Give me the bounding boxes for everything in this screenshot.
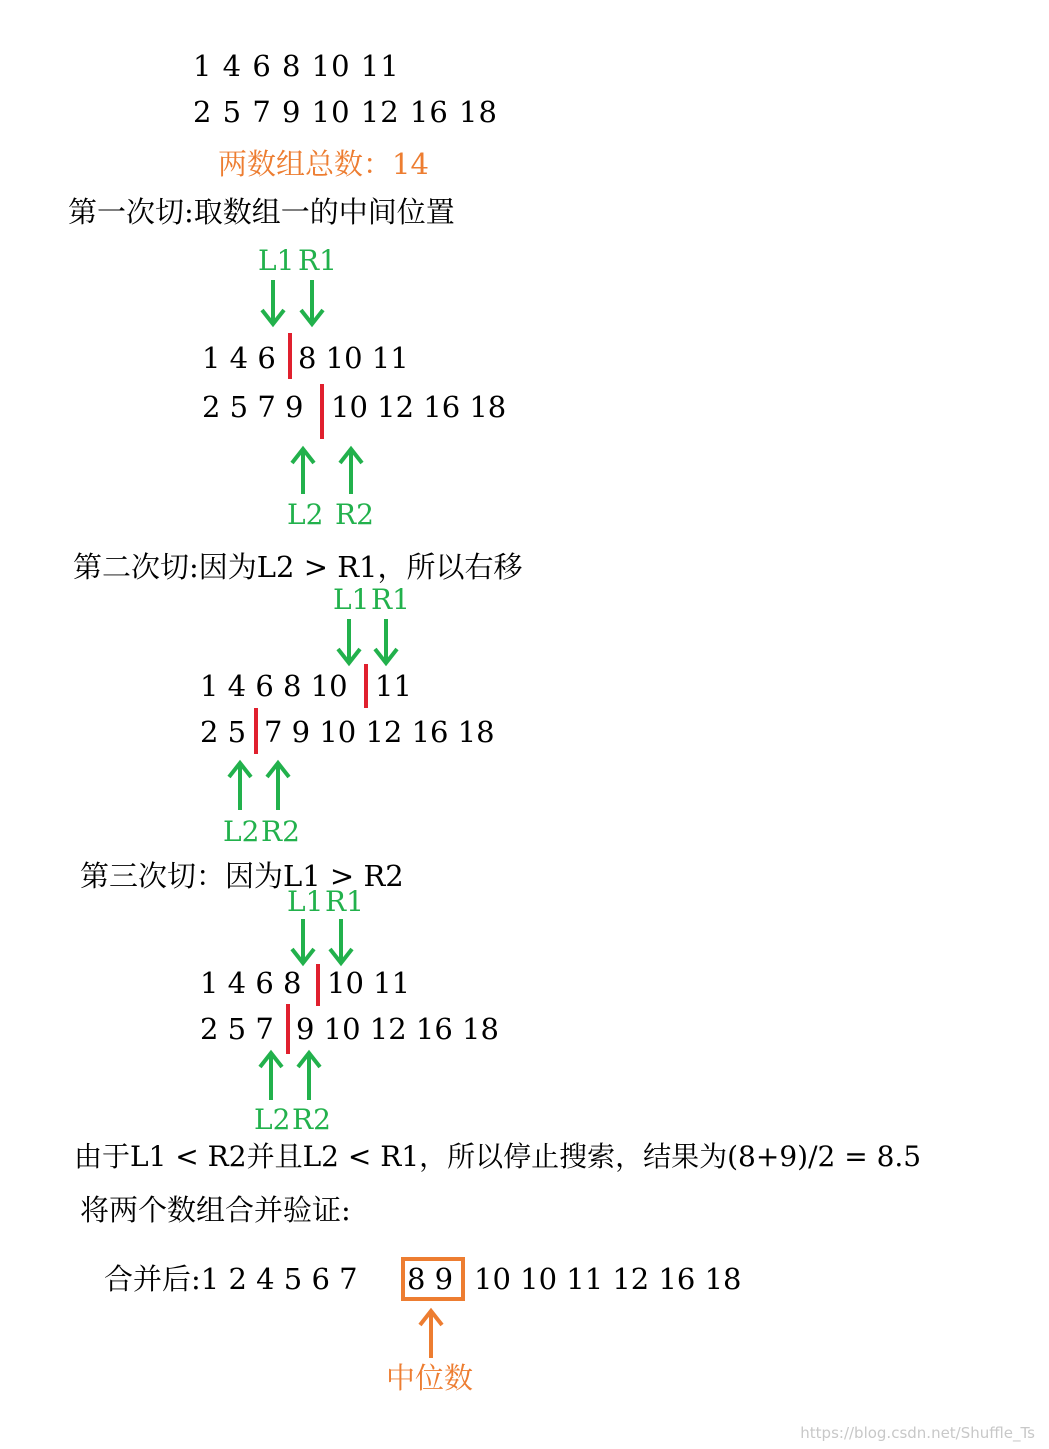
merged-suffix: 10 10 11 12 16 18 (474, 1262, 742, 1296)
step2-r1-label: R1 (371, 583, 410, 616)
up-arrow-icon (256, 1048, 286, 1102)
merged-prefix: 合并后:1 2 4 5 6 7 (104, 1262, 358, 1296)
median-label: 中位数 (386, 1361, 474, 1395)
step1-r2-label: R2 (335, 498, 374, 531)
step3-l1-label: L1 (287, 885, 324, 918)
step3-cut-row1 (316, 964, 320, 1006)
step1-cut-row2 (320, 384, 324, 439)
step2-row1-right: 11 (375, 669, 412, 703)
up-arrow-icon (263, 758, 293, 812)
step1-l1-label: L1 (258, 244, 295, 277)
step3-row2-right: 9 10 12 16 18 (296, 1012, 499, 1046)
step3-r1-label: R1 (325, 885, 364, 918)
step2-cut-row2 (254, 708, 258, 754)
array-two: 2 5 7 9 10 12 16 18 (193, 95, 498, 129)
up-arrow-icon (294, 1048, 324, 1102)
step2-l2-label: L2 (223, 815, 260, 848)
up-arrow-icon (336, 444, 366, 496)
step2-row2-left: 2 5 (200, 715, 247, 749)
step1-heading: 第一次切:取数组一的中间位置 (68, 195, 455, 229)
step1-row2-left: 2 5 7 9 (202, 390, 304, 424)
total-count: 两数组总数：14 (218, 147, 429, 181)
down-arrow-icon (371, 617, 401, 667)
down-arrow-icon (288, 917, 318, 967)
step1-row1-left: 1 4 6 (202, 341, 276, 375)
up-arrow-icon (288, 444, 318, 496)
step1-r1-label: R1 (298, 244, 337, 277)
down-arrow-icon (326, 917, 356, 967)
step3-cut-row2 (286, 1004, 290, 1054)
median-pair: 8 9 (407, 1262, 454, 1296)
down-arrow-icon (297, 278, 327, 328)
step2-heading: 第二次切:因为L2 > R1，所以右移 (73, 550, 523, 584)
verify-heading: 将两个数组合并验证: (80, 1193, 351, 1227)
watermark: https://blog.csdn.net/Shuffle_Ts (800, 1424, 1035, 1442)
array-one: 1 4 6 8 10 11 (193, 49, 400, 83)
conclusion-text: 由于L1 < R2并且L2 < R1，所以停止搜索，结果为(8+9)/2 = 8.5 (74, 1140, 922, 1173)
up-arrow-icon (416, 1306, 446, 1360)
step1-l2-label: L2 (287, 498, 324, 531)
step1-row2-right: 10 12 16 18 (331, 390, 507, 424)
step2-cut-row1 (364, 664, 368, 708)
step3-r2-label: R2 (292, 1103, 331, 1136)
step2-row2-right: 7 9 10 12 16 18 (264, 715, 495, 749)
step2-row1-left: 1 4 6 8 10 (200, 669, 348, 703)
step1-cut-row1 (288, 333, 292, 379)
step2-r2-label: R2 (261, 815, 300, 848)
step3-row2-left: 2 5 7 (200, 1012, 274, 1046)
step1-row1-right: 8 10 11 (298, 341, 409, 375)
step3-row1-right: 10 11 (327, 966, 411, 1000)
down-arrow-icon (334, 617, 364, 667)
step3-heading: 第三次切：因为L1 > R2 (80, 859, 404, 893)
step3-l2-label: L2 (254, 1103, 291, 1136)
step3-row1-left: 1 4 6 8 (200, 966, 302, 1000)
step2-l1-label: L1 (333, 583, 370, 616)
up-arrow-icon (225, 758, 255, 812)
down-arrow-icon (258, 278, 288, 328)
